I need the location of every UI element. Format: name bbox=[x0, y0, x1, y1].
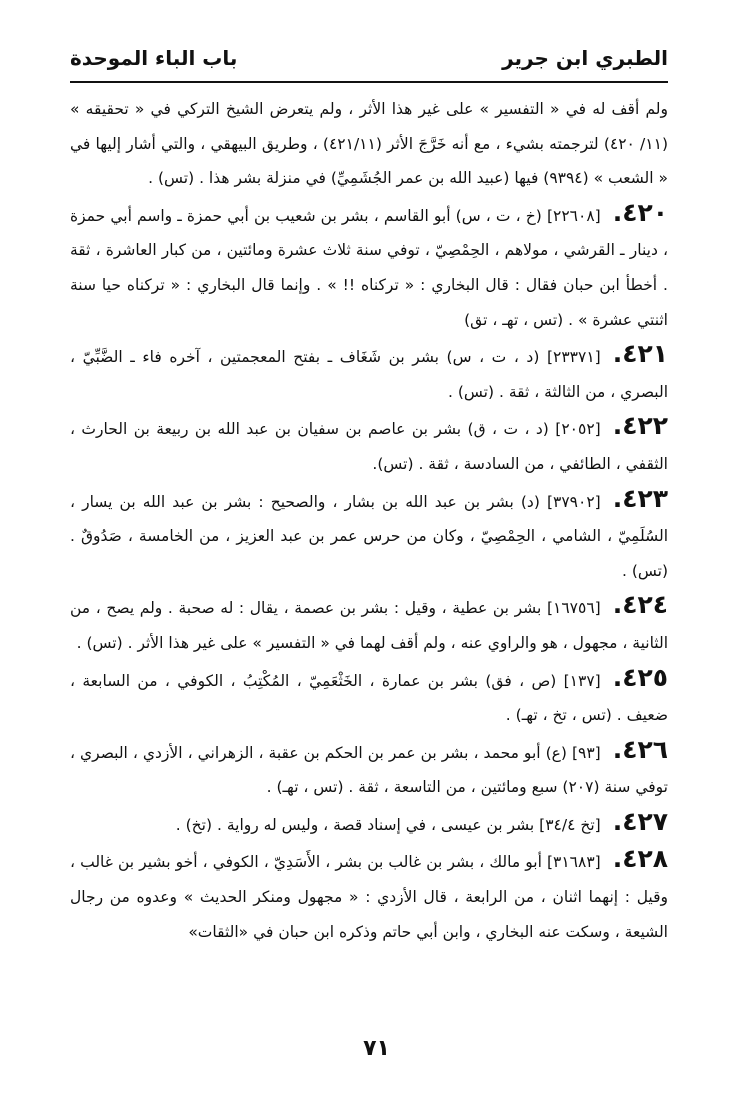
entry-text: [١٦٧٥٦] بشر بن عطية ، وقيل : بشر بن عصمة ، يقال : له صحبة . ولم يصح ، من الثانية ، مجهول ، هو والراوي عنه ، ولم أقف لهما في « التفسير » على غير هذا الأثر . (تس) . bbox=[70, 599, 668, 652]
entry-text: [٣٧٩٠٢] (د) بشر بن عبد الله بن بشار ، والصحيح : بشر بن عبد الله بن يسار ، السُلَمِيّ ، الشامي ، الحِمْصِيّ ، وكان من حرس عمر بن عبد العزيز ، من الخامسة ، صَدُوقٌ . (تس) . bbox=[70, 492, 668, 580]
entry-text: [٢٢٦٠٨] (خ ، ت ، س) أبو القاسم ، بشر بن شعيب بن أبي حمزة ـ واسم أبي حمزة ، دينار ـ القرشي ، مولاهم ، الحِمْصِيّ ، توفي سنة ثلاث عشرة ومائتين ، من كبار العاشرة ، ثقة . أخطأ ابن حبان فقال : قال البخاري : « تركناه !! » . وإنما قال البخاري : « تركناه حيا سنة اثنتي عشرة » . (تس ، تهـ ، تق) bbox=[70, 206, 668, 329]
entry-427 bbox=[70, 805, 668, 843]
running-header bbox=[70, 38, 668, 78]
entry-423 bbox=[70, 482, 668, 589]
entry-number: ٤٢٤. bbox=[612, 590, 668, 620]
intro-paragraph: ولم أقف له في « التفسير » على غير هذا الأثر ، ولم يتعرض الشيخ التركي في « تحقيقه » (١١/ ٤٢٠) لترجمته بشيء ، مع أنه خَرَّجَ الأثر (٤٢١/١١) ، وطريق البيهقي ، والتي أشار إليها في « الشعب » (٩٣٩٤) فيها (عبيد الله بن عمر الجُشَمِيِّ) في منزلة بشر هذا . (تس) . bbox=[70, 100, 669, 188]
page-body bbox=[70, 92, 668, 949]
header-book-title: الطبري ابن جرير bbox=[502, 46, 668, 70]
entry-426 bbox=[70, 733, 668, 805]
entry-text: [٢٣٣٧١] (د ، ت ، س) بشر بن شَغَاف ـ بفتح المعجمتين ، آخره فاء ـ الضَّبِّيّ ، البصري ، من الثالثة ، ثقة . (تس) . bbox=[70, 348, 668, 401]
page-number: ٧١ bbox=[363, 1036, 390, 1061]
header-rule bbox=[70, 81, 668, 83]
entry-420 bbox=[70, 196, 668, 337]
header-chapter-title: باب الباء الموحدة bbox=[70, 46, 238, 70]
entry-text: [٢٠٥٢] (د ، ت ، ق) بشر بن عاصم بن سفيان بن عبد الله بن ربيعة بن الحارث ، الثقفي ، الطائفي ، من السادسة ، ثقة . (تس). bbox=[70, 420, 668, 473]
entry-number: ٤٢٠. bbox=[612, 197, 668, 227]
entry-number: ٤٢٢. bbox=[612, 411, 668, 441]
entry-text: [تخ ٣٤/٤] بشر بن عيسى ، في إسناد قصة ، وليس له رواية . (تخ) . bbox=[175, 815, 601, 834]
entry-number: ٤٢٦. bbox=[612, 734, 668, 764]
entry-text: [٩٣] (ع) أبو محمد ، بشر بن عمر بن الحكم بن عقبة ، الزهراني ، الأزدي ، البصري ، توفي سنة (٢٠٧) سبع ومائتين ، من التاسعة ، ثقة . (تس ، تهـ) . bbox=[70, 743, 668, 797]
entry-text: [٣١٦٨٣] أبو مالك ، بشر بن غالب بن بشر ، الأَسَدِيّ ، الكوفي ، أخو بشير بن غالب ، وقيل : إنهما اثنان ، من الرابعة ، قال الأزدي : « مجهول ومنكر الحديث » وعدوه من رجال الشيعة ، وسكت عنه البخاري ، وابن أبي حاتم وذكره ابن حبان في «الثقات» bbox=[70, 853, 668, 941]
entry-number: ٤٢٨. bbox=[612, 844, 668, 874]
entry-number: ٤٢١. bbox=[612, 339, 668, 369]
entry-number: ٤٢٣. bbox=[612, 483, 668, 513]
entry-421 bbox=[70, 337, 668, 409]
entry-425 bbox=[70, 661, 668, 733]
entry-number: ٤٢٥. bbox=[612, 662, 668, 692]
entry-424 bbox=[70, 588, 668, 660]
entry-428 bbox=[70, 842, 668, 949]
entry-text: [١٣٧] (ص ، فق) بشر بن عمارة ، الخَثْعَمِيّ ، المُكْتِبُ ، الكوفي ، من السابعة ، ضعيف . (تس ، تخ ، تهـ) . bbox=[70, 671, 668, 725]
entry-number: ٤٢٧. bbox=[612, 806, 668, 836]
entry-422 bbox=[70, 409, 668, 481]
